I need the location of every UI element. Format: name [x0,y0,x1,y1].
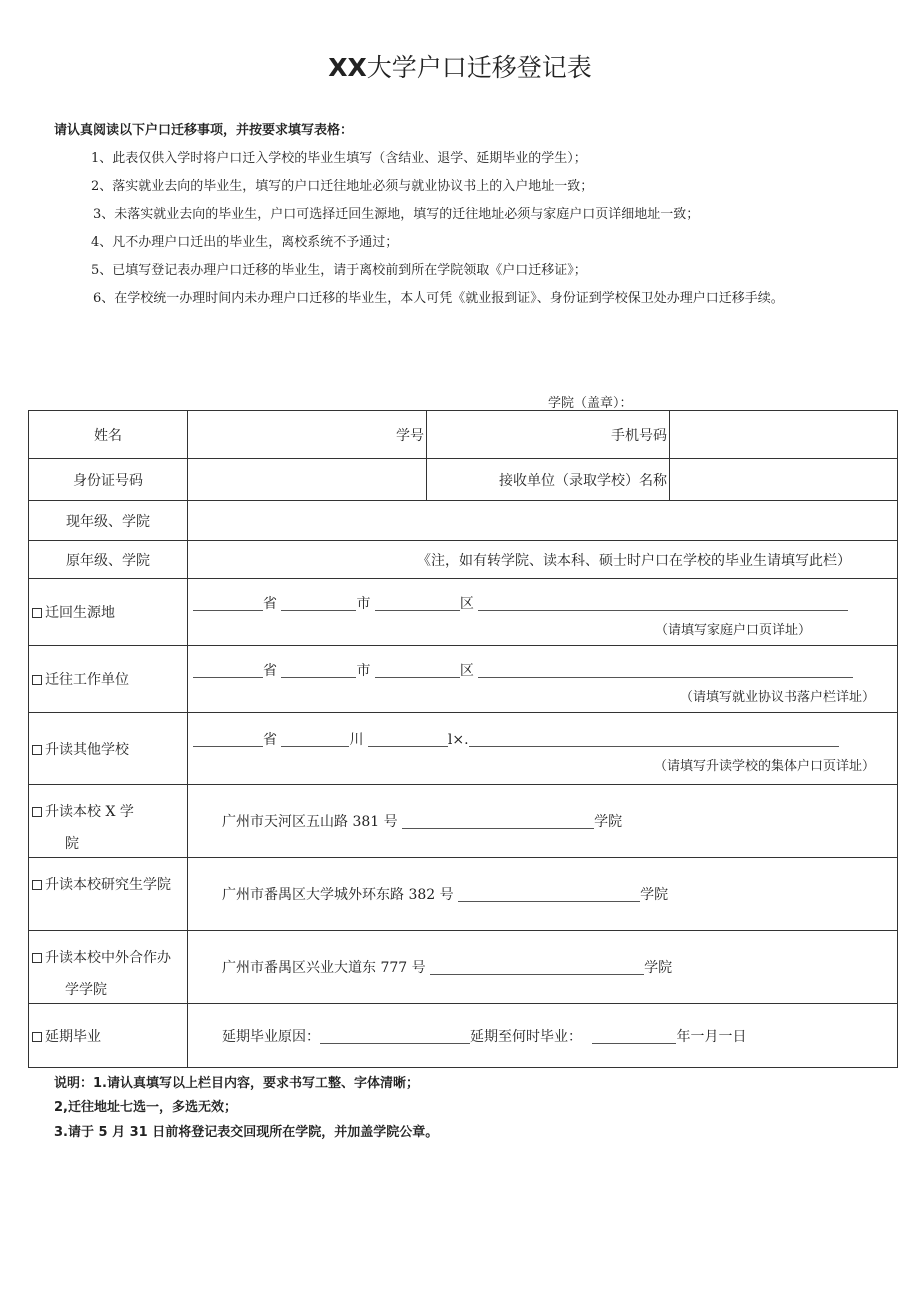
row-joint [29,931,898,1004]
other-school-label: 升读其他学校 [45,741,129,758]
hometown-option[interactable] [29,579,188,646]
this-school-label-2: 院 [65,836,79,852]
phone-label: 手机号码 [427,411,670,459]
id-card-label: 身份证号码 [29,459,188,501]
current-input-cell[interactable] [188,501,898,541]
row-this-school [29,785,898,858]
row-work [29,646,898,713]
joint-checkbox[interactable] [32,953,42,963]
title-text: 大学户口迁移登记表 [366,53,592,82]
other-school-district-label: l×. [447,732,469,748]
this-school-address: 广州市天河区五山路 381 号 [222,814,398,830]
delay-year-blank[interactable] [592,1029,676,1044]
other-school-checkbox[interactable] [32,745,42,755]
hometown-city-label: 市 [356,595,371,612]
graduate-label: 升读本校研究生学院 [45,877,171,893]
graduate-option[interactable] [29,858,188,931]
page-title [0,48,920,84]
footer-note-3: 3.请于 5 月 31 日前将登记表交回现所在学院，并加盖学院公章。 [54,1125,439,1140]
rule-6: 6、在学校统一办理时间内未办理户口迁移的毕业生，本人可凭《就业报到证》、身份证到学校保卫处办理户口迁移手续。 [93,291,784,306]
work-province-blank[interactable] [193,663,263,678]
registration-table [28,410,898,1068]
hometown-province-blank[interactable] [193,596,263,611]
graduate-college-blank[interactable] [458,887,640,902]
receiver-input-cell[interactable] [670,459,898,501]
delay-option[interactable] [29,1004,188,1068]
footer-note-2: 2,迁往地址七选一，多选无效； [54,1100,237,1115]
hometown-hint: （请填写家庭户口页详址） [654,622,811,638]
graduate-checkbox[interactable] [32,880,42,890]
other-school-city-blank[interactable] [281,732,349,747]
other-school-province-label: 省 [263,732,277,748]
row-other-school [29,713,898,785]
row-current [29,501,898,541]
delay-checkbox[interactable] [32,1032,42,1042]
name-label: 姓名 [29,411,188,459]
rule-3: 3、未落实就业去向的毕业生，户口可选择迁回生源地，填写的迁往地址必须与家庭户口页详细地址一致； [93,207,700,222]
joint-college-blank[interactable] [430,960,644,975]
other-school-hint: （请填写升读学校的集体户口页详址） [653,759,875,774]
hometown-checkbox[interactable] [32,608,42,618]
joint-address-cell [188,931,898,1004]
row-delay [29,1004,898,1068]
delay-until-label: 延期至何时毕业： [470,1028,582,1045]
delay-date-label: 年一月一日 [676,1028,747,1045]
work-city-label: 市 [356,662,371,679]
id-card-input-cell[interactable] [188,459,427,501]
row-name [29,411,898,459]
joint-label-2: 学学院 [65,982,107,998]
joint-label: 升读本校中外合作办 [45,950,171,966]
receiver-label: 接收单位（录取学校）名称 [427,459,670,501]
footer-note-1: 说明：1.请认真填写以上栏目内容，要求书写工整、字体清晰； [54,1076,419,1091]
work-district-label: 区 [459,662,474,679]
work-option[interactable] [29,646,188,713]
other-school-detail-blank[interactable] [469,732,839,747]
rule-4: 4、凡不办理户口迁出的毕业生，离校系统不予通过； [91,235,399,250]
hometown-detail-blank[interactable] [478,596,848,611]
work-city-blank[interactable] [281,663,356,678]
phone-input-cell[interactable] [670,411,898,459]
row-original [29,541,898,579]
this-school-college-blank[interactable] [402,814,594,829]
joint-suffix: 学院 [644,960,673,976]
work-province-label: 省 [263,662,277,679]
rule-1: 1、此表仅供入学时将户口迁入学校的毕业生填写（含结业、退学、延期毕业的学生）； [91,151,587,166]
work-checkbox[interactable] [32,675,42,685]
title-prefix: XX [328,53,367,82]
intro-text: 请认真阅读以下户口迁移事项，并按要求填写表格： [54,123,354,138]
work-label: 迁往工作单位 [45,672,129,688]
hometown-district-blank[interactable] [375,596,460,611]
stamp-label: 学院（盖章）： [548,396,633,411]
delay-cell [188,1004,898,1068]
graduate-address-cell [188,858,898,931]
delay-label: 延期毕业 [45,1028,101,1045]
hometown-province-label: 省 [263,595,277,612]
other-school-option[interactable] [29,713,188,785]
work-address-cell [188,646,898,713]
work-hint: （请填写就业协议书落户栏详址） [679,689,875,705]
work-district-blank[interactable] [375,663,460,678]
this-school-label: 升读本校 X 学 [45,804,134,820]
row-id-card [29,459,898,501]
this-school-suffix: 学院 [594,814,623,830]
graduate-suffix: 学院 [640,887,669,903]
joint-option[interactable] [29,931,188,1004]
current-label: 现年级、学院 [29,501,188,541]
row-graduate [29,858,898,931]
original-label: 原年级、学院 [29,541,188,579]
hometown-district-label: 区 [459,595,474,612]
hometown-city-blank[interactable] [281,596,356,611]
row-hometown [29,579,898,646]
other-school-district-blank[interactable] [368,732,448,747]
rule-5: 5、已填写登记表办理户口迁移的毕业生，请于离校前到所在学院领取《户口迁移证》； [91,263,587,278]
other-school-address-cell [188,713,898,785]
this-school-address-cell [188,785,898,858]
hometown-label: 迁回生源地 [45,605,115,621]
joint-address: 广州市番禺区兴业大道东 777 号 [222,960,426,976]
this-school-option[interactable] [29,785,188,858]
other-school-city-label: 川 [349,732,364,748]
delay-reason-label: 延期毕业原因： [222,1028,320,1045]
student-id-label: 学号 [188,411,427,459]
rule-2: 2、落实就业去向的毕业生，填写的户口迁往地址必须与就业协议书上的入户地址一致； [91,179,594,194]
delay-reason-blank[interactable] [320,1029,470,1044]
work-detail-blank[interactable] [478,663,853,678]
hometown-address-cell [188,579,898,646]
original-note: 《注，如有转学院、读本科、硕士时户口在学校的毕业生请填写此栏） [188,541,898,579]
graduate-address: 广州市番禺区大学城外环东路 382 号 [222,887,454,903]
this-school-checkbox[interactable] [32,807,42,817]
other-school-province-blank[interactable] [193,732,263,747]
